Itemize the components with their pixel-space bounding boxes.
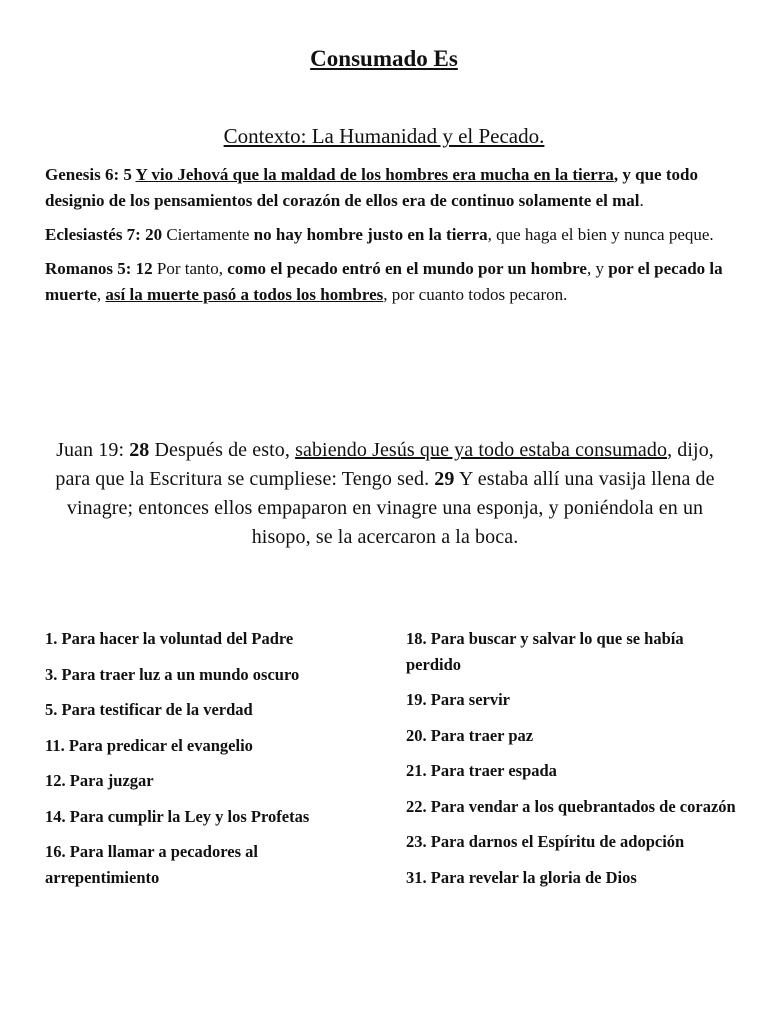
list-item: 1. Para hacer la voluntad del Padre [45, 629, 294, 648]
text-segment: Después de esto, [149, 439, 296, 461]
purpose-list-right [406, 626, 736, 900]
text-segment: Genesis 6: 5 [45, 165, 136, 184]
text-segment: Y estaba allí una vasija llena de vinagre; entonces ellos empaparon en vinagre una esponja, y poniéndola en un hisopo, se la acercaron a la boca. [66, 468, 715, 548]
text-segment: , [96, 285, 106, 304]
text-segment: Juan 19: [56, 439, 130, 461]
text-segment: por el pecado la muerte [45, 259, 723, 304]
text-segment: , que haga el bien y nunca peque. [487, 225, 714, 244]
list-item: 16. Para llamar a pecadores al arrepentimiento [45, 842, 258, 887]
section-subtitle: Contexto: La Humanidad y el Pecado. [223, 124, 545, 148]
list-item: 21. Para traer espada [406, 761, 557, 780]
list-item: 3. Para traer luz a un mundo oscuro [45, 664, 300, 684]
text-segment: , y que todo designio de los pensamientos del corazón de ellos era de continuo solamente el mal [45, 165, 698, 210]
text-segment: 28 [129, 439, 150, 461]
verse-romanos [45, 256, 730, 308]
list-item: 12. Para juzgar [45, 771, 154, 790]
verse-juan [40, 436, 730, 552]
verse-genesis [45, 162, 730, 214]
verse-eclesiastes [45, 222, 730, 248]
context-verses [45, 162, 730, 316]
text-segment: Ciertamente [162, 225, 254, 244]
text-segment: como el pecado entró en el mundo por un hombre [227, 259, 587, 278]
text-segment: , por cuanto todos pecaron. [383, 285, 568, 304]
list-item: 14. Para cumplir la Ley y los Profetas [45, 806, 310, 826]
list-item: 18. Para buscar y salvar lo que se había perdido [406, 629, 684, 674]
list-item: 5. Para testificar de la verdad [45, 700, 253, 719]
text-segment: no hay hombre justo en la tierra [253, 225, 488, 244]
list-item: 22. Para vendar a los quebrantados de corazón [406, 796, 736, 816]
text-segment: , y [586, 259, 609, 278]
list-item: 23. Para darnos el Espíritu de adopción [406, 832, 685, 851]
text-segment: Y vio Jehová que la maldad de los hombres era mucha en la tierra [135, 165, 614, 184]
text-segment: así la muerte pasó a todos los hombres [105, 285, 384, 304]
text-segment: 29 [434, 468, 455, 490]
purpose-list-left [45, 626, 375, 900]
list-item: 20. Para traer paz [406, 725, 534, 745]
text-segment: , dijo, para que la Escritura se cumpliese: Tengo sed. [55, 439, 714, 490]
text-segment: sabiendo Jesús que ya todo estaba consumado [295, 439, 668, 461]
list-item: 31. Para revelar la gloria de Dios [406, 867, 637, 887]
list-item: 11. Para predicar el evangelio [45, 735, 253, 755]
text-segment: Romanos 5: 12 [45, 259, 153, 278]
page-title: Consumado Es [310, 46, 458, 71]
text-segment: . [639, 191, 644, 210]
text-segment: Eclesiastés 7: 20 [45, 225, 163, 244]
text-segment: Por tanto, [152, 259, 228, 278]
list-item: 19. Para servir [406, 690, 511, 709]
